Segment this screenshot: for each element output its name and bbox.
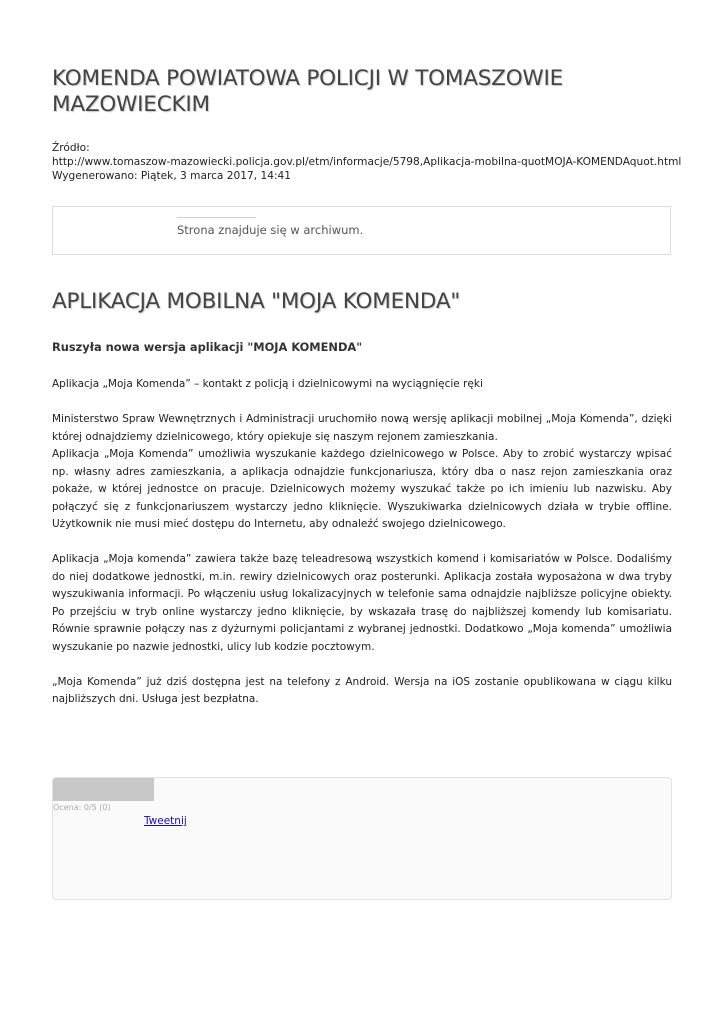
article-paragraph: Aplikacja „Moja Komenda” umożliwia wyszukanie każdego dzielnicowego w Polsce. Aby to zrobić wystarczy wpisać np. własny adres zamieszkania, a aplikacja odnajdzie funkcjonariusza, który dba o nasz rejon zamieszkania oraz pokaże, w której jednostce on pracuje. Dzielnicowych możemy wyszukać także po ich imieniu lub nazwisku. Aby połączyć się z funkcjonariuszem wystarczy jedno kliknięcie. Wyszukiwarka dzielnicowych działa w trybie offline. Użytkownik nie musi mieć dostępu do Internetu, aby odnaleźć swojego dzielnicowego. — [52, 448, 672, 530]
article-paragraph: Ministerstwo Spraw Wewnętrznych i Administracji uruchomiło nową wersję aplikacji mobilnej „Moja Komenda”, dzięki której odnajdziemy dzielnicowego, który opiekuje się naszym rejonem zamieszkania. — [52, 413, 672, 443]
article-paragraph: Aplikacja „Moja komenda” zawiera także bazę teleadresową wszystkich komend i komisariatów w Polsce. Dodaliśmy do niej dodatkowe jednostki, m.in. rewiry dzielnicowych oraz posterunki. Aplikacja została wyposażona w dwa tryby wyszukiwania informacji. Po włączeniu usług lokalizacyjnych w telefonie sama odnajdzie najbliższe policyjne obiekty. Po przejściu w tryb online wystarczy jedno kliknięcie, by wskazała trasę do najbliższej komendy lub komisariatu. Równie sprawnie połączy nas z dyżurnymi policjantami z wybranej jednostki. Dodatkowo „Moja komenda” umożliwia wyszukanie po nazwie jednostki, ulicy lub kodzie pocztowym. — [52, 553, 672, 653]
article-lead: Ruszyła nowa wersja aplikacji "MOJA KOMENDA" — [52, 340, 363, 354]
archive-divider — [177, 217, 256, 218]
generated-date: Wygenerowano: Piątek, 3 marca 2017, 14:41 — [52, 170, 292, 182]
rating-text: Ocena: 0/5 (0) — [53, 803, 111, 812]
article-paragraph: „Moja Komenda” już dziś dostępna jest na telefony z Android. Wersja na iOS zostanie opublikowana w ciągu kilku najbliższych dni. Usługa jest bezpłatna. — [52, 675, 672, 705]
source-meta — [52, 141, 692, 183]
rating-share-box — [52, 777, 672, 900]
archive-notice-box — [52, 206, 671, 255]
article-paragraph: Aplikacja „Moja Komenda” – kontakt z policją i dzielnicowymi na wyciągnięcie ręki — [52, 378, 483, 390]
article-title: APLIKACJA MOBILNA "MOJA KOMENDA" — [52, 289, 461, 314]
tweet-link[interactable]: Tweetnij — [144, 815, 187, 827]
article-body — [52, 376, 672, 726]
source-url: http://www.tomaszow-mazowiecki.policja.gov.pl/etm/informacje/5798,Aplikacja-mobilna-quotMOJA-KOMENDAquot.html — [52, 156, 682, 168]
rating-stars[interactable] — [53, 778, 154, 801]
archive-notice: Strona znajduje się w archiwum. — [177, 223, 364, 237]
source-label: Źródło: — [52, 142, 90, 154]
site-title: KOMENDA POWIATOWA POLICJI W TOMASZOWIE MAZOWIECKIM — [52, 66, 564, 117]
